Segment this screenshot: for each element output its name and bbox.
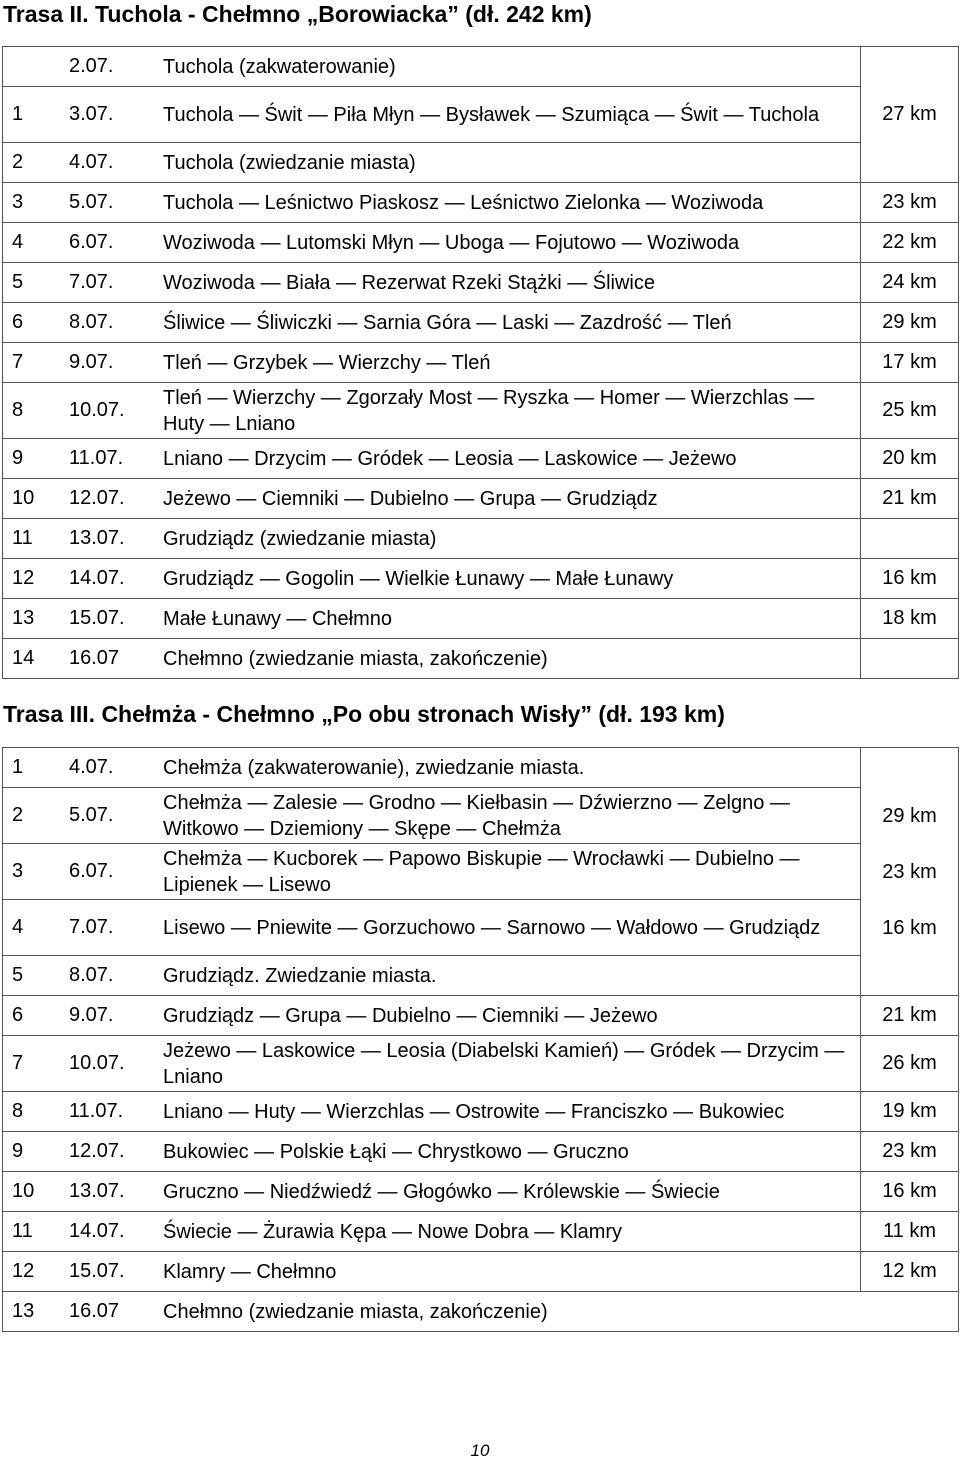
day-number: 1 [12,756,24,778]
section1-title: Trasa II. Tuchola - Chełmno „Borowiacka” (dł. 242 km) [3,1,592,27]
table-row [3,559,861,599]
day-number: 5 [12,964,24,986]
day-date: 2.07. [69,55,114,77]
table-row [3,788,861,844]
day-number: 11 [12,1220,33,1242]
route-description: Grudziądz. Zwiedzanie miasta. [163,964,437,987]
page-number: 10 [470,1441,490,1460]
table-row [3,748,861,788]
route-description: Lniano — Huty — Wierzchlas — Ostrowite — Franciszko — Bukowiec [163,1100,785,1123]
route-description: Gruczno — Niedźwiedź — Głogówko — Królewskie — Świecie [163,1180,720,1203]
day-date: 6.07. [69,231,114,253]
table-row [3,1252,861,1292]
distance-cell-empty [861,639,959,679]
day-number: 2 [12,804,24,826]
table-row [3,900,861,956]
distance-cell: 27 km [861,47,959,183]
day-date: 15.07. [69,607,125,629]
route-description: Tuchola — Leśnictwo Piaskosz — Leśnictwo Zielonka — Woziwoda [163,191,764,214]
distance-cell: 24 km [861,263,959,303]
day-number: 8 [12,1100,24,1122]
table-row [3,303,861,343]
table-row [3,1036,861,1092]
day-number: 4 [12,916,24,938]
table-row [3,1212,861,1252]
day-date: 7.07. [69,916,114,938]
day-number: 10 [12,1180,35,1202]
route-description: Śliwice — Śliwiczki — Sarnia Góra — Laski — Zazdrość — Tleń [163,311,732,334]
route-description: Chełmno (zwiedzanie miasta, zakończenie) [163,647,548,670]
day-date: 8.07. [69,964,114,986]
distance-cell: 21 km [861,479,959,519]
table-row [3,956,861,996]
day-date: 15.07. [69,1260,125,1282]
distance-cell: 23 km [861,1132,959,1172]
route-description: Lniano — Drzycim — Gródek — Leosia — Laskowice — Jeżewo [163,447,737,470]
day-date: 13.07. [69,527,125,549]
day-date: 16.07 [69,1300,120,1322]
distance-cell: 29 km [882,804,937,827]
distance-cell: 12 km [861,1252,959,1292]
day-date: 8.07. [69,311,114,333]
table-row [3,1092,861,1132]
table-row [3,343,861,383]
route-description: Chełmża (zakwaterowanie), zwiedzanie miasta. [163,756,585,779]
route-description: Bukowiec — Polskie Łąki — Chrystkowo — Gruczno [163,1140,629,1163]
day-date: 16.07 [69,647,120,669]
route-description: Świecie — Żurawia Kępa — Nowe Dobra — Klamry [163,1220,623,1243]
day-number: 2 [12,151,24,173]
day-date: 13.07. [69,1180,125,1202]
day-date: 11.07. [69,1100,124,1122]
day-date: 11.07. [69,447,124,469]
distance-cell: 29 km [861,303,959,343]
distance-cell: 16 km [861,1172,959,1212]
distance-cell: 18 km [861,599,959,639]
distance-cell: 25 km [861,383,959,439]
route-table-1 [2,46,959,679]
day-date: 5.07. [69,804,114,826]
distance-cell: 16 km [882,916,937,939]
day-date: 12.07. [69,487,125,509]
table-row [3,223,861,263]
route-description: Chełmża — Zalesie — Grodno — Kiełbasin — Dźwierzno — Zelgno — Witkowo — Dziemiony — Skępe — Chełmża [163,791,790,840]
table-row [3,639,861,679]
route-description: Chełmno (zwiedzanie miasta, zakończenie) [163,1300,548,1323]
day-number: 4 [12,231,24,253]
day-date: 10.07. [69,399,125,421]
distance-cell-empty [861,519,959,559]
route-description: Tuchola (zakwaterowanie) [163,55,396,78]
day-date: 9.07. [69,351,114,373]
distance-cell: 23 km [861,183,959,223]
day-number: 5 [12,271,24,293]
distance-cell: 20 km [861,439,959,479]
route-description: Małe Łunawy — Chełmno [163,607,392,630]
route-description: Grudziądz (zwiedzanie miasta) [163,527,437,550]
day-number: 3 [12,191,24,213]
table-row [3,1292,959,1332]
route-description: Chełmża — Kucborek — Papowo Biskupie — Wrocławki — Dubielno — Lipienek — Lisewo [163,847,800,896]
table-row [3,996,861,1036]
distance-cell: 26 km [861,1036,959,1092]
table-row [3,599,861,639]
route-description: Woziwoda — Biała — Rezerwat Rzeki Stążki — Śliwice [163,271,656,294]
table-row [3,479,861,519]
table-row [3,87,861,143]
day-date: 6.07. [69,860,114,882]
route-description: Tuchola (zwiedzanie miasta) [163,151,416,174]
day-number: 7 [12,351,24,373]
day-number: 6 [12,1004,24,1026]
route-description: Jeżewo — Ciemniki — Dubielno — Grupa — Grudziądz [163,487,658,510]
day-number: 8 [12,399,24,421]
day-number: 10 [12,487,35,509]
distance-cell: 21 km [861,996,959,1036]
table-row [3,519,861,559]
day-number: 14 [12,647,35,669]
day-number: 12 [12,567,35,589]
day-number: 13 [12,607,35,629]
day-date: 4.07. [69,756,114,778]
day-number: 12 [12,1260,35,1282]
route-description: Tuchola — Świt — Piła Młyn — Bysławek — Szumiąca — Świt — Tuchola [163,103,820,126]
distance-cell: 11 km [861,1212,959,1252]
day-date: 3.07. [69,103,114,125]
day-date: 7.07. [69,271,114,293]
day-date: 12.07. [69,1140,125,1162]
day-date: 10.07. [69,1052,125,1074]
route-description: Tleń — Wierzchy — Zgorzały Most — Ryszka — Homer — Wierzchlas — Huty — Lniano [163,386,815,435]
day-date: 9.07. [69,1004,114,1026]
day-date: 14.07. [69,567,125,589]
table-row [3,844,861,900]
distance-column-group [861,748,959,996]
distance-cell: 22 km [861,223,959,263]
table-row [3,263,861,303]
table-row [3,143,861,183]
day-number: 13 [12,1300,35,1322]
distance-cell: 19 km [861,1092,959,1132]
route-description: Grudziądz — Gogolin — Wielkie Łunawy — Małe Łunawy [163,567,674,590]
day-date: 5.07. [69,191,114,213]
route-description: Klamry — Chełmno [163,1260,337,1283]
table-row [3,47,861,87]
day-number: 1 [12,103,24,125]
day-date: 14.07. [69,1220,125,1242]
route-description: Tleń — Grzybek — Wierzchy — Tleń [163,351,491,374]
route-description: Jeżewo — Laskowice — Leosia (Diabelski Kamień) — Gródek — Drzycim — Lniano [163,1039,845,1088]
distance-cell: 16 km [861,559,959,599]
route-description: Woziwoda — Lutomski Młyn — Uboga — Fojutowo — Woziwoda [163,231,740,254]
day-date: 4.07. [69,151,114,173]
day-number: 11 [12,527,33,549]
table-row [3,1172,861,1212]
route-description: Lisewo — Pniewite — Gorzuchowo — Sarnowo — Wałdowo — Grudziądz [163,916,821,939]
table-row [3,383,861,439]
table-row [3,1132,861,1172]
day-number: 6 [12,311,24,333]
route-table-2 [2,747,959,1332]
route-description: Grudziądz — Grupa — Dubielno — Ciemniki — Jeżewo [163,1004,658,1027]
day-number: 3 [12,860,24,882]
day-number: 9 [12,447,24,469]
table-row [3,183,861,223]
day-number: 9 [12,1140,24,1162]
distance-cell: 23 km [882,860,937,883]
distance-cell: 17 km [861,343,959,383]
day-number: 7 [12,1052,24,1074]
section2-title: Trasa III. Chełmża - Chełmno „Po obu stronach Wisły” (dł. 193 km) [3,701,725,727]
table-row [3,439,861,479]
